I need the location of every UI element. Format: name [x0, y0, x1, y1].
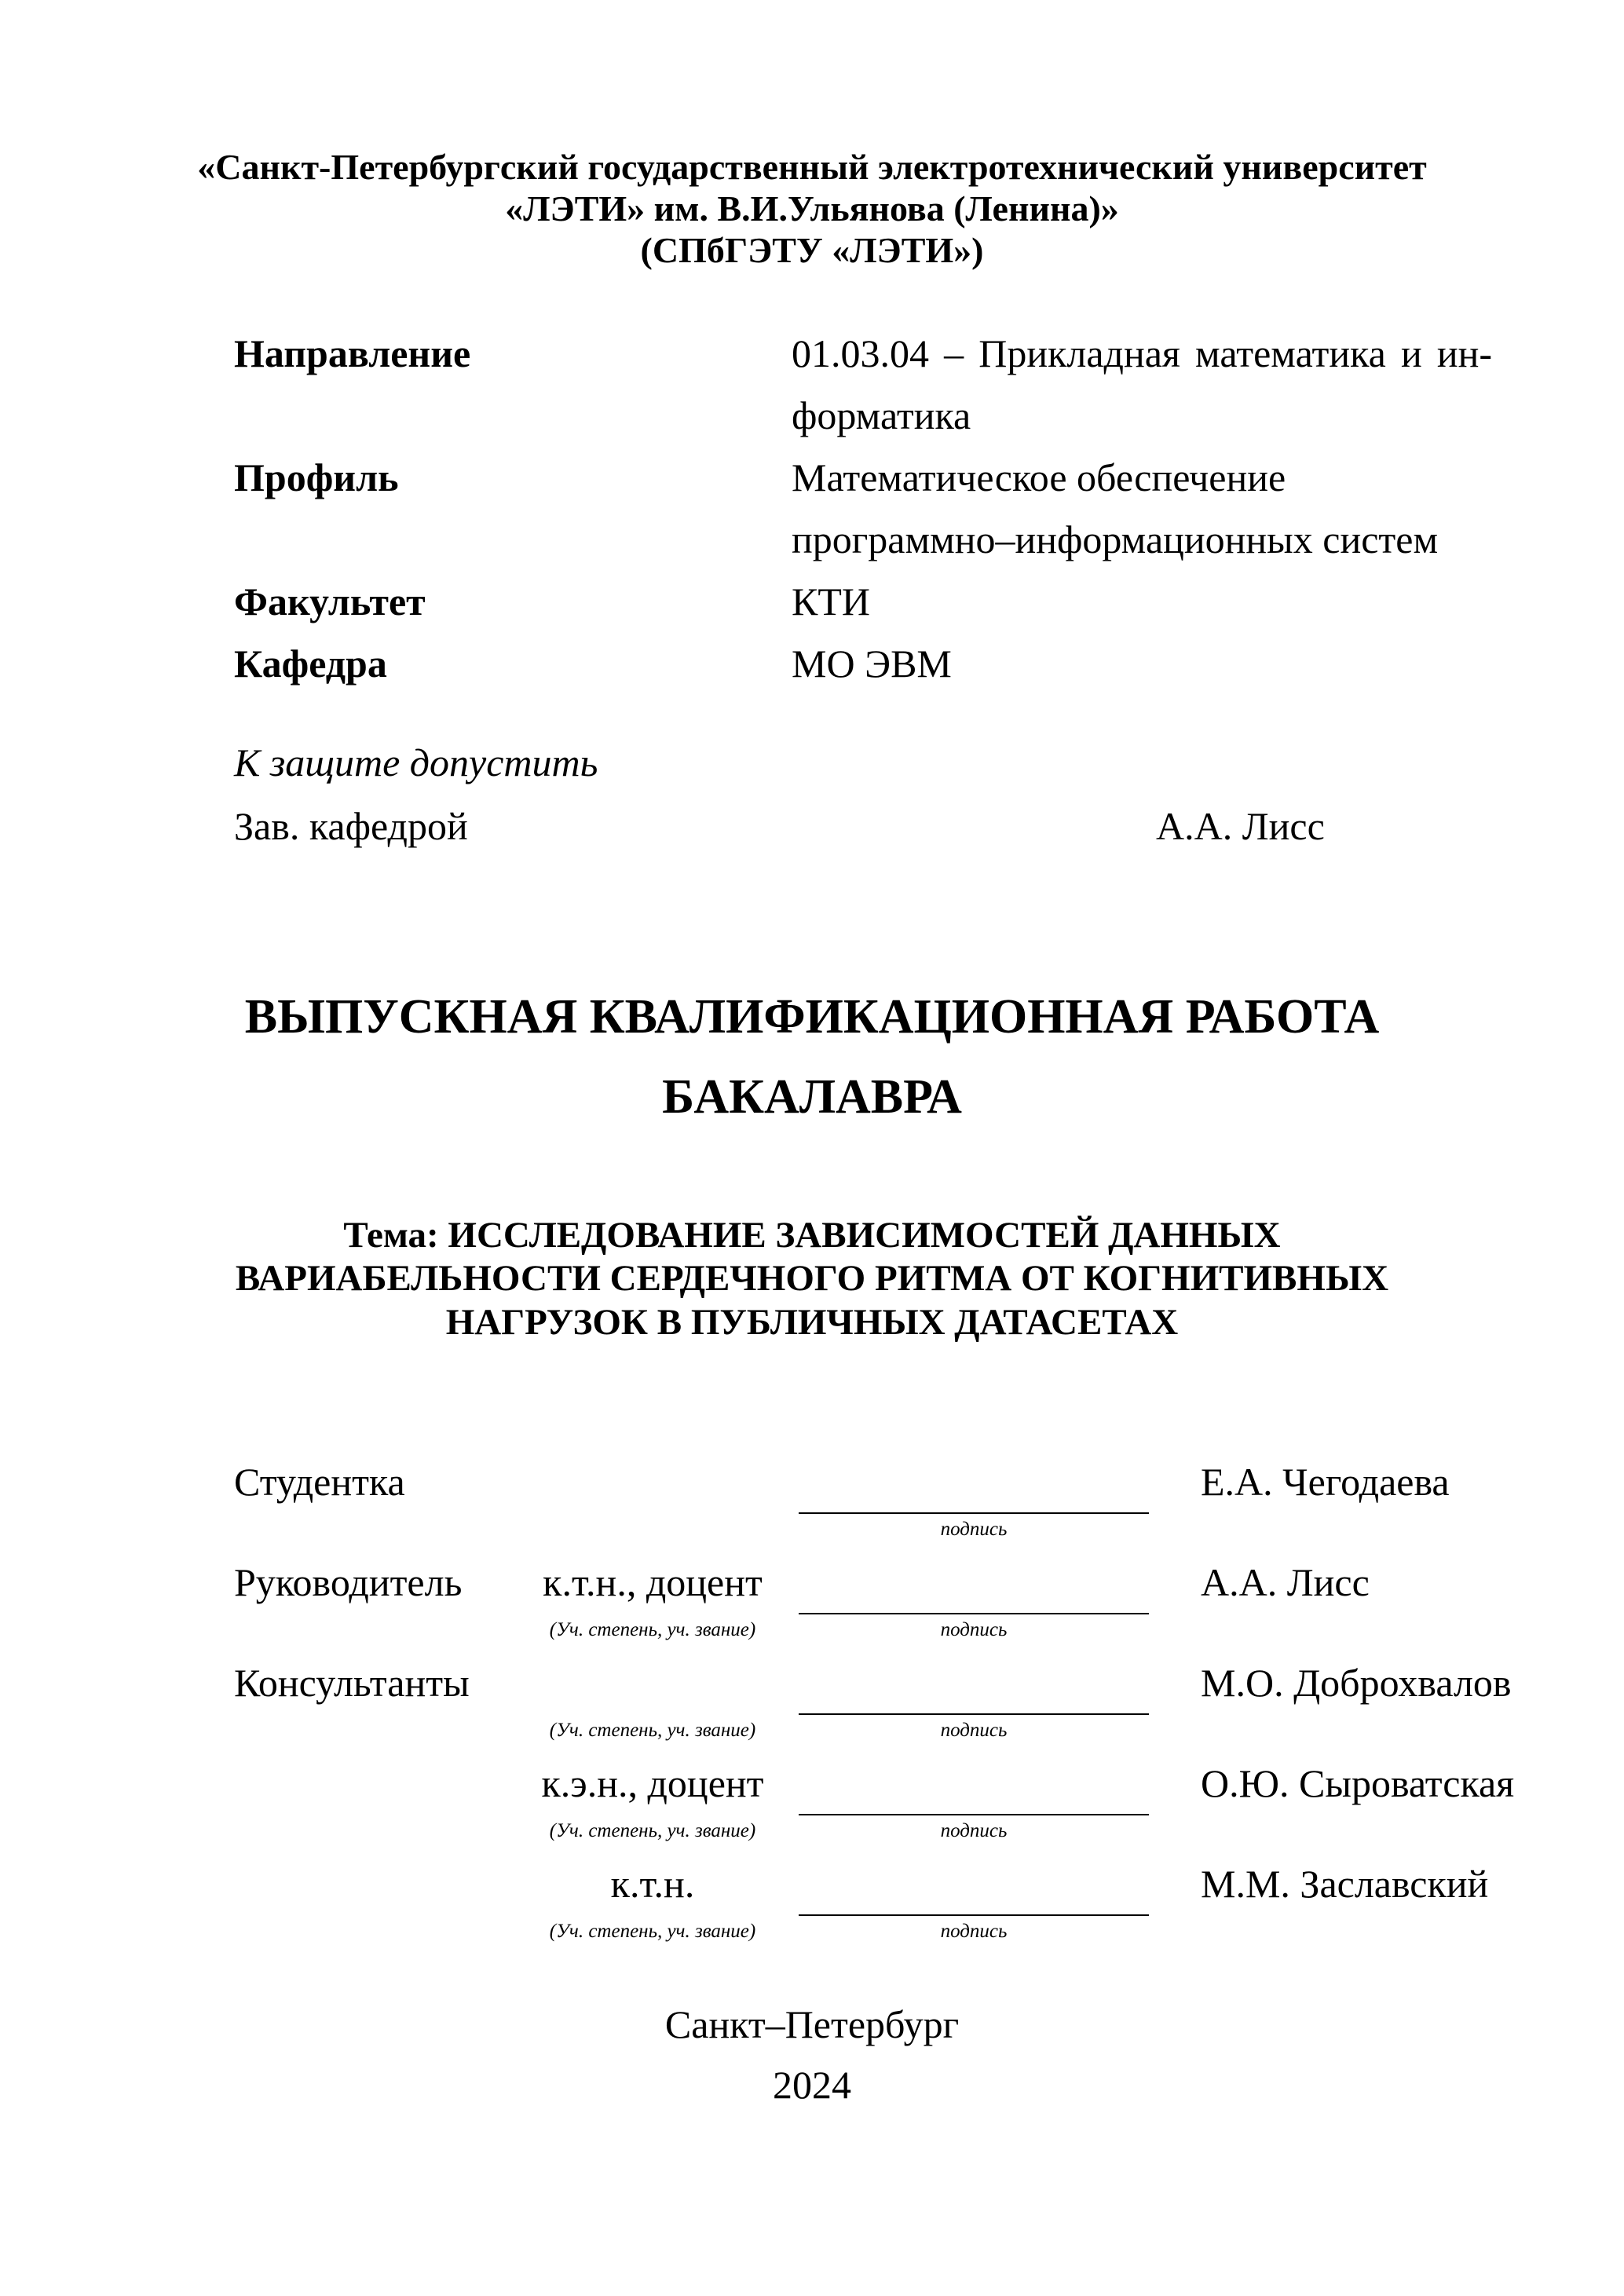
- signature-line: [799, 1914, 1149, 1916]
- degree-caption: (Уч. степень, уч. звание): [549, 1820, 756, 1841]
- topic-line2: ВАРИАБЕЛЬНОСТИ СЕРДЕЧНОГО РИТМА ОТ КОГНИТИВНЫХ: [235, 1258, 1389, 1299]
- signature-line: [799, 1713, 1149, 1715]
- degree-consultant-2: к.э.н., доцент: [541, 1761, 764, 1805]
- value-faculty: КТИ: [792, 579, 870, 623]
- degree-caption: (Уч. степень, уч. звание): [549, 1720, 756, 1741]
- university-name: «Санкт-Петербургский государственный электротехнический университет: [197, 147, 1427, 187]
- degree-consultant-3: к.т.н.: [610, 1862, 695, 1906]
- university-name-line2: «ЛЭТИ» им. В.И.Ульянова (Ленина)»: [505, 188, 1119, 229]
- signature-caption: подпись: [940, 1921, 1008, 1942]
- year: 2024: [773, 2063, 851, 2107]
- signature-caption: подпись: [940, 1519, 1008, 1540]
- value-profile-cont: программно–информационных систем: [792, 517, 1439, 561]
- label-profile: Профиль: [234, 455, 399, 499]
- name-student: Е.А. Чегодаева: [1201, 1460, 1450, 1504]
- approval-name: А.А. Лисс: [1156, 804, 1325, 848]
- name-consultant-1: М.О. Доброхвалов: [1201, 1661, 1512, 1705]
- signature-line: [799, 1512, 1149, 1514]
- degree-caption: (Уч. степень, уч. звание): [549, 1619, 756, 1640]
- signature-line: [799, 1814, 1149, 1815]
- signature-caption: подпись: [940, 1619, 1008, 1640]
- signature-caption: подпись: [940, 1820, 1008, 1841]
- approval-note: К защите допустить: [234, 740, 598, 784]
- title-line1: ВЫПУСКНАЯ КВАЛИФИКАЦИОННАЯ РАБОТА: [244, 990, 1380, 1044]
- city: Санкт–Петербург: [664, 2002, 960, 2046]
- approval-role: Зав. кафедрой: [234, 804, 468, 848]
- university-abbr: (СПбГЭТУ «ЛЭТИ»): [640, 230, 984, 270]
- topic-line1: Тема: ИССЛЕДОВАНИЕ ЗАВИСИМОСТЕЙ ДАННЫХ: [343, 1215, 1281, 1256]
- name-supervisor: А.А. Лисс: [1201, 1560, 1370, 1604]
- signature-caption: подпись: [940, 1720, 1008, 1741]
- degree-supervisor: к.т.н., доцент: [543, 1560, 763, 1604]
- role-consultants: Консультанты: [234, 1661, 470, 1705]
- name-consultant-2: О.Ю. Сыроватская: [1201, 1761, 1515, 1805]
- topic-line3: НАГРУЗОК В ПУБЛИЧНЫХ ДАТАСЕТАХ: [445, 1302, 1179, 1343]
- value-profile: Математическое обеспечение: [792, 455, 1286, 499]
- signature-line: [799, 1613, 1149, 1614]
- name-consultant-3: М.М. Заславский: [1201, 1862, 1489, 1906]
- value-direction: 01.03.04 – Прикладная математика и ин-: [792, 331, 1492, 375]
- label-direction: Направление: [234, 331, 471, 375]
- degree-caption: (Уч. степень, уч. звание): [549, 1921, 756, 1942]
- value-department: МО ЭВМ: [792, 642, 952, 686]
- role-student: Студентка: [234, 1460, 405, 1504]
- label-department: Кафедра: [234, 642, 387, 686]
- label-faculty: Факультет: [234, 579, 426, 623]
- title-line2: БАКАЛАВРА: [662, 1070, 962, 1124]
- role-supervisor: Руководитель: [234, 1560, 463, 1604]
- value-direction-cont: форматика: [792, 393, 971, 437]
